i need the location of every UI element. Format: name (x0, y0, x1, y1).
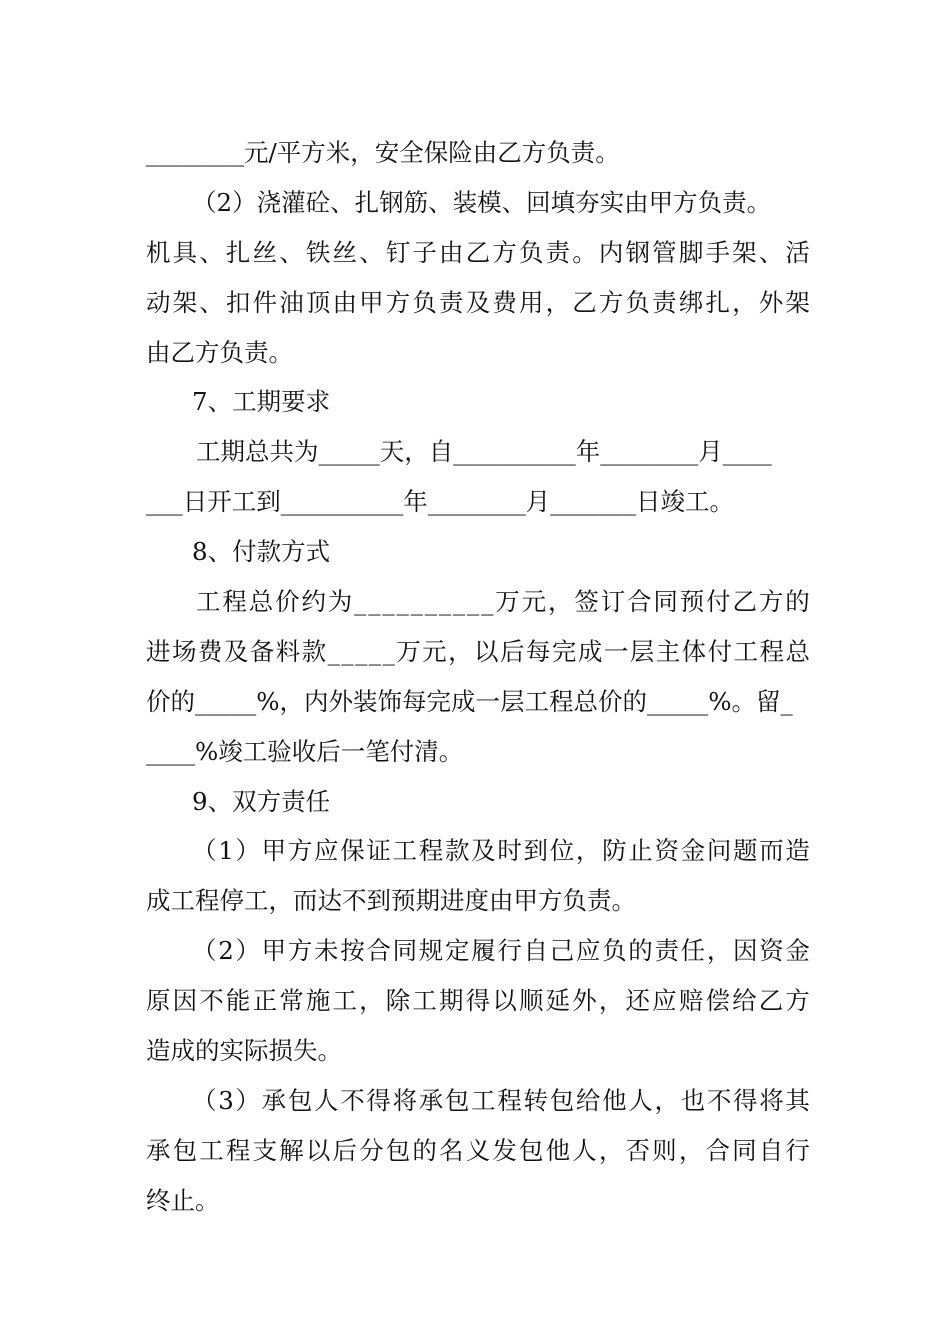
text-line: ____%竣工验收后一笔付清。 (146, 736, 464, 766)
contract-text-body (146, 128, 810, 1226)
text-line: 8、付款方式 (192, 537, 331, 567)
text-line: 机 具 、 扎 丝 、 铁 丝 、 钉 子 由 乙 方 负 责 。 内 钢 管 脚 手 架 、 活 (146, 237, 810, 267)
document-page (146, 128, 810, 1226)
text-line: 由乙方负责。 (146, 337, 293, 367)
text-line: ________元/平方米，安全保险由乙方负责。 (146, 138, 620, 167)
text-line: （ 1 ） 甲 方 应 保 证 工 程 款 及 时 到 位 ， 防 止 资 金 问 题 而 造 (192, 836, 810, 866)
text-line: 造成的实际损失。 (146, 1036, 342, 1066)
text-line: （2）浇灌砼、扎钢筋、装模、回填夯实由甲方负责。 (192, 187, 772, 217)
text-line: 承 包 工 程 支 解 以 后 分 包 的 名 义 发 包 他 人 ， 否 则 ， 合 同 自 行 (146, 1135, 810, 1165)
text-line: 工期总共为_____天，自__________年________月____ (196, 437, 772, 467)
text-line: 工 程 总 价 约 为 _ _ _ _ _ _ _ _ _ _ 万 元 ， 签 订 合 同 预 付 乙 方 的 (196, 587, 810, 617)
text-line: 原 因 不 能 正 常 施 工 ， 除 工 期 得 以 顺 延 外 ， 还 应 赔 偿 给 乙 方 (146, 986, 810, 1016)
text-line: ___日开工到__________年________月_______日竣工。 (146, 487, 734, 517)
text-line: 价的_____%，内外装饰每完成一层工程总价的_____%。留_ (146, 686, 793, 716)
text-line: 成工程停工，而达不到预期进度由甲方负责。 (146, 886, 636, 916)
text-line: 9、双方责任 (192, 786, 331, 816)
text-line: （ 3 ） 承 包 人 不 得 将 承 包 工 程 转 包 给 他 人 ， 也 不 得 将 其 (192, 1085, 810, 1115)
text-line: 进 场 费 及 备 料 款 _ _ _ _ _ 万 元 ， 以 后 每 完 成 一 层 主 体 付 工 程 总 (146, 636, 810, 666)
text-line: 动 架 、 扣 件 油 顶 由 甲 方 负 责 及 费 用 ， 乙 方 负 责 绑 扎 ， 外 架 (146, 287, 810, 317)
text-line: 终止。 (146, 1185, 220, 1215)
text-line: （ 2 ） 甲 方 未 按 合 同 规 定 履 行 自 己 应 负 的 责 任 ， 因 资 金 (192, 936, 810, 966)
text-line: 7、工期要求 (192, 387, 331, 417)
